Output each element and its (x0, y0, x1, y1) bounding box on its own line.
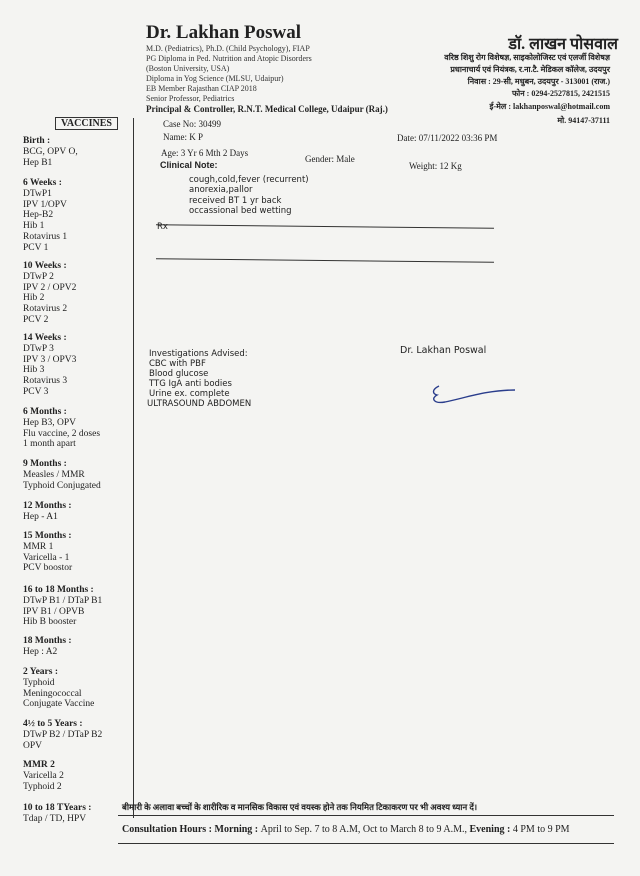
clinical-note-title: Clinical Note: (160, 160, 218, 170)
vaccine-item: DTwP B1 / DTaP B1 (23, 595, 103, 606)
vaccine-item: Hep B1 (23, 157, 53, 168)
clinical-note-line: received BT 1 yr back (189, 196, 282, 206)
vaccine-item: IPV 1/OPV (23, 199, 67, 210)
clinical-note-line: anorexia,pallor (189, 185, 253, 195)
vaccine-item: Hep-B2 (23, 210, 54, 221)
vaccine-item: Hib 2 (23, 293, 45, 304)
vaccine-item: Measles / MMR (23, 469, 85, 480)
vaccine-item: BCG, OPV O, (23, 146, 78, 157)
visit-date: Date: 07/11/2022 03:36 PM (397, 133, 498, 143)
vaccine-item: IPV 3 / OPV3 (23, 354, 77, 365)
qualification-line: (Boston University, USA) (146, 64, 230, 73)
vaccine-section (23, 501, 72, 523)
vaccine-section (23, 636, 72, 658)
signature-name: Dr. Lakhan Poswal (400, 345, 487, 356)
footer-hindi-note: बीमारी के अलावा बच्चों के शारीरिक व मानसिक विकास एवं वयस्क होने तक नियमित टिकाकरण पर भी अवश्य ध्यान दें। (122, 802, 478, 812)
clinical-note-line: cough,cold,fever (recurrent) (189, 175, 309, 185)
vaccine-item: 1 month apart (23, 439, 76, 450)
vaccine-item: Hib 3 (23, 365, 45, 376)
vaccine-section (23, 531, 72, 574)
investigation-item: TTG IgA anti bodies (149, 379, 232, 389)
vaccine-heading: 10 to 18 TYears : (23, 803, 92, 813)
vaccine-item: OPV (23, 740, 43, 751)
vaccine-item: Varicella 2 (23, 770, 64, 781)
qualification-line: M.D. (Pediatrics), Ph.D. (Child Psychology), FIAP (146, 44, 310, 53)
hindi-line: वरिष्ठ शिशु रोग विशेषज्ञ, साइकोलोजिस्ट एवं एलर्जी विशेषज्ञ (444, 53, 610, 62)
vaccine-heading: MMR 2 (23, 760, 55, 770)
evening-hours: 4 PM to 9 PM (512, 824, 570, 835)
vaccines-title: VACCINES (55, 117, 118, 130)
vaccine-item: Hib B booster (23, 617, 77, 628)
evening-label: Evening : (469, 824, 511, 835)
morning-hours: April to Sep. 7 to 8 A.M, Oct to March 8 to 9 A.M., (260, 824, 468, 835)
vaccine-heading: 14 Weeks : (23, 333, 67, 343)
vaccine-sidebar (18, 117, 128, 827)
qualification-line: Senior Professor, Pediatrics (146, 94, 235, 103)
vaccine-item: Hib 1 (23, 221, 45, 232)
vaccine-heading: 16 to 18 Months : (23, 585, 94, 595)
vaccine-item: Meningococcal (23, 688, 82, 699)
vaccine-item: Hep : A2 (23, 646, 58, 657)
vaccine-item: Conjugate Vaccine (23, 699, 95, 710)
hindi-line: ई-मेल : lakhanposwal@hotmail.com (489, 102, 610, 111)
investigation-item: Blood glucose (149, 369, 209, 379)
vaccine-item: DTwP 2 (23, 271, 54, 282)
vaccine-item: PCV 1 (23, 242, 49, 253)
vaccine-item: Varicella - 1 (23, 552, 70, 563)
sidebar-divider (133, 118, 134, 818)
vaccine-item: Rotavirus 1 (23, 231, 68, 242)
vaccine-item: DTwP 3 (23, 343, 54, 354)
vaccine-item: DTwP B2 / DTaP B2 (23, 729, 103, 740)
vaccine-item: Typhoid (23, 677, 55, 688)
vaccine-item: PCV 2 (23, 314, 49, 325)
vaccine-heading: Birth : (23, 136, 51, 146)
vaccine-section (23, 407, 100, 450)
patient-name: Name: K P (163, 132, 203, 142)
consultation-hours-box (118, 815, 614, 844)
vaccine-heading: 18 Months : (23, 636, 72, 646)
vaccine-section (23, 585, 102, 628)
qualification-line: PG Diploma in Ped. Nutrition and Atopic Disorders (146, 54, 312, 63)
vaccine-item: Hep - A1 (23, 511, 58, 522)
investigations-title: Investigations Advised: (149, 349, 248, 359)
vaccine-section (23, 803, 91, 825)
vaccine-section (23, 136, 78, 168)
patient-gender: Gender: Male (305, 154, 355, 164)
vaccine-heading: 6 Months : (23, 407, 67, 417)
patient-age: Age: 3 Yr 6 Mth 2 Days (161, 148, 249, 158)
vaccine-item: Hep B3, OPV (23, 417, 77, 428)
vaccine-section (23, 760, 64, 792)
hindi-line: प्रधानाचार्य एवं नियंत्रक, र.ना.टै. मेडिकल कॉलेज, उदयपुर (450, 65, 610, 74)
vaccine-item: MMR 1 (23, 541, 54, 552)
patient-weight: Weight: 12 Kg (409, 161, 462, 171)
doctor-name: Dr. Lakhan Poswal (146, 22, 302, 43)
vaccine-item: Flu vaccine, 2 doses (23, 428, 101, 439)
doctor-name-hindi: डॉ. लाखन पोसवाल (508, 36, 618, 53)
vaccine-section (23, 178, 67, 254)
case-number: Case No: 30499 (163, 119, 221, 129)
vaccine-heading: 9 Months : (23, 459, 67, 469)
investigation-item: CBC with PBF (149, 359, 206, 369)
vaccine-item: Rotavirus 3 (23, 376, 68, 387)
investigation-item: ULTRASOUND ABDOMEN (147, 399, 252, 409)
vaccine-section (23, 667, 94, 710)
investigation-item: Urine ex. complete (149, 389, 230, 399)
vaccine-heading: 2 Years : (23, 667, 58, 677)
hindi-line: मो. 94147-37111 (557, 116, 610, 125)
vaccine-section (23, 261, 76, 326)
divider-line (156, 224, 494, 229)
qualification-line: EB Member Rajasthan CIAP 2018 (146, 84, 257, 93)
vaccine-item: Tdap / TD, HPV (23, 813, 87, 824)
consultation-label: Consultation Hours : Morning : (122, 824, 259, 835)
signature-scribble (425, 380, 520, 410)
vaccine-item: DTwP1 (23, 188, 52, 199)
vaccine-item: PCV 3 (23, 386, 49, 397)
vaccine-item: IPV B1 / OPVB (23, 606, 85, 617)
vaccine-section (23, 333, 76, 398)
divider-line (156, 258, 494, 263)
vaccine-section (23, 719, 102, 751)
vaccine-item: Rotavirus 2 (23, 304, 68, 315)
doctor-position: Principal & Controller, R.N.T. Medical College, Udaipur (Raj.) (146, 104, 388, 114)
vaccine-heading: 6 Weeks : (23, 178, 62, 188)
clinical-note-line: occassional bed wetting (189, 206, 292, 216)
vaccine-item: IPV 2 / OPV2 (23, 282, 77, 293)
qualification-line: Diploma in Yog Science (MLSU, Udaipur) (146, 74, 284, 83)
hindi-line: फोन : 0294-2527815, 2421515 (511, 89, 610, 98)
vaccine-item: Typhoid Conjugated (23, 480, 101, 491)
vaccine-section (23, 459, 101, 491)
vaccine-item: Typhoid 2 (23, 781, 62, 792)
vaccine-heading: 4½ to 5 Years : (23, 719, 83, 729)
consultation-hours (122, 824, 570, 835)
vaccine-item: PCV boostor (23, 563, 73, 574)
hindi-line: निवास : 29-सी, मधुबन, उदयपुर - 313001 (राज.) (467, 77, 610, 86)
rx-label: Rx (157, 222, 168, 232)
vaccine-heading: 15 Months : (23, 531, 72, 541)
vaccine-heading: 12 Months : (23, 501, 72, 511)
vaccine-heading: 10 Weeks : (23, 261, 67, 271)
